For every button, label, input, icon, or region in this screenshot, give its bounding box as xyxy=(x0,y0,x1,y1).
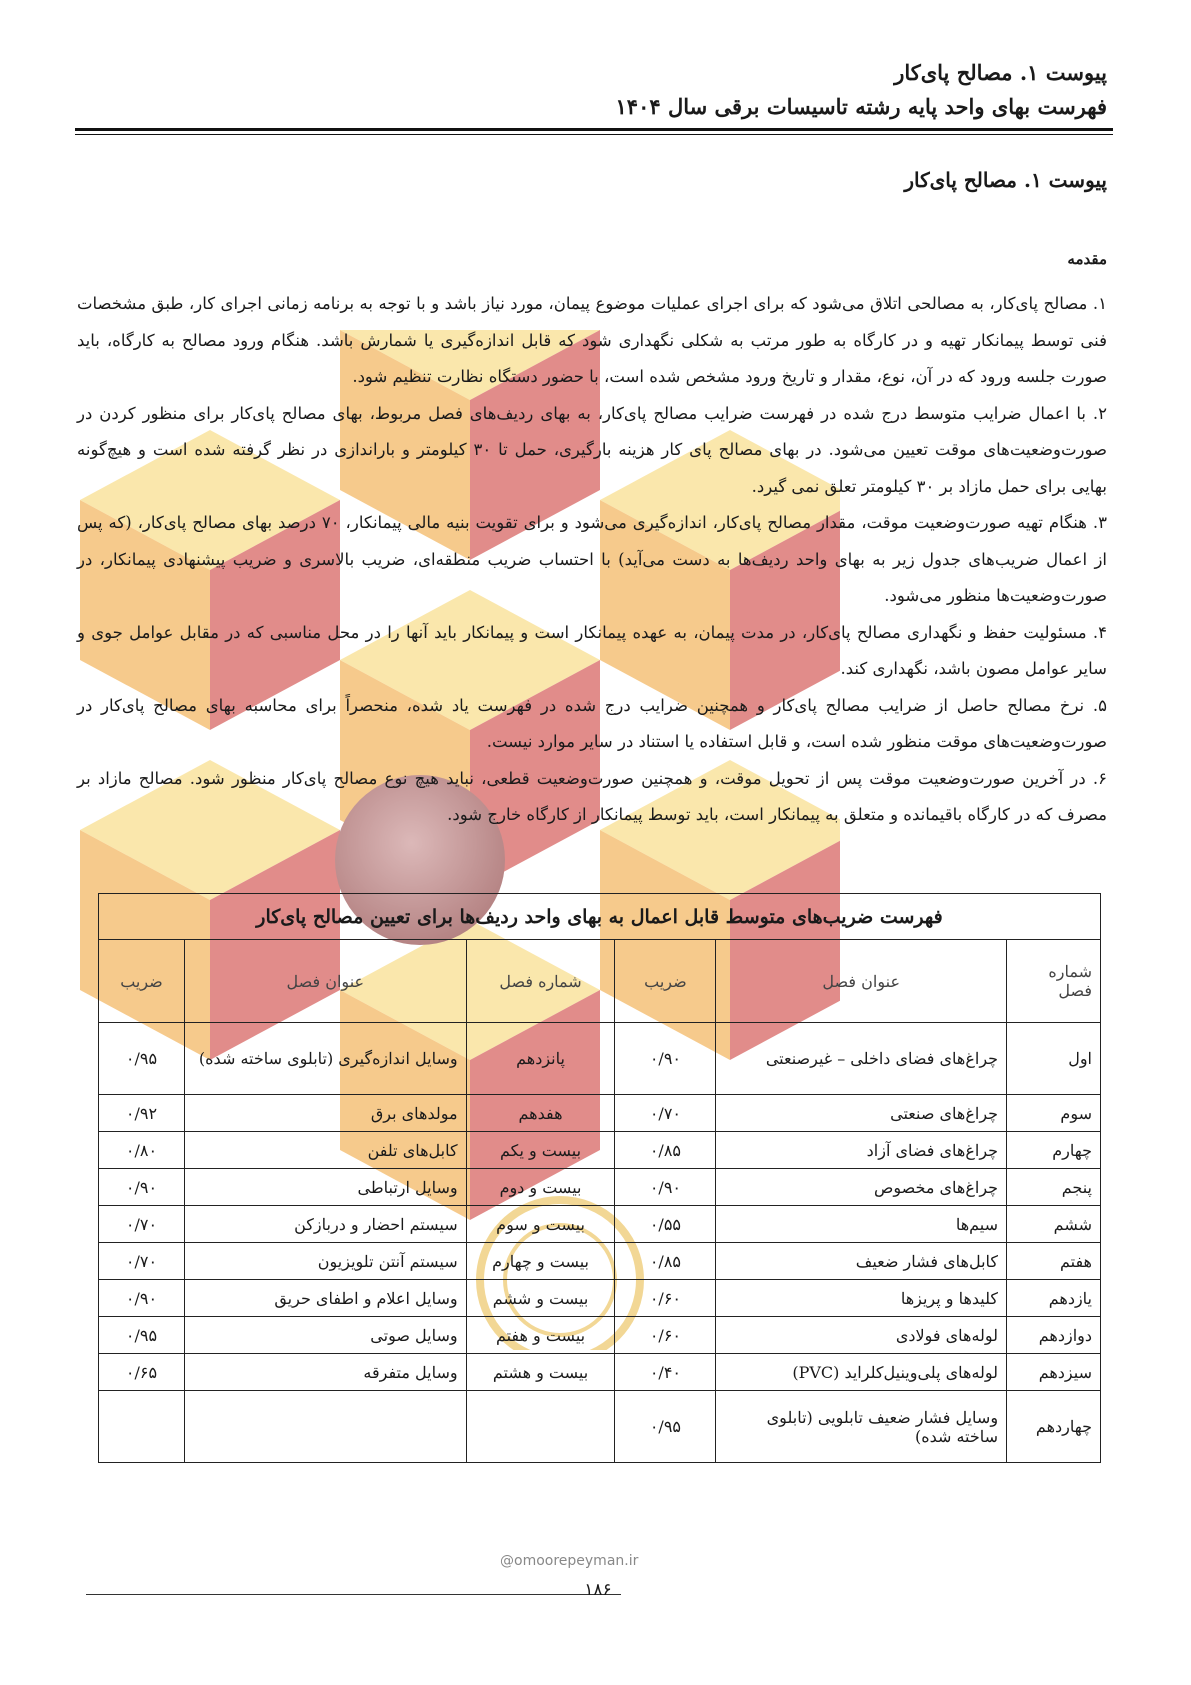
cell-chapter-number: بیست و سوم xyxy=(466,1206,615,1243)
page-number: ۱۸۶ xyxy=(584,1580,612,1600)
cell-chapter-title: سیستم احضار و دربازکن xyxy=(184,1206,466,1243)
cell-chapter-number: یازدهم xyxy=(1007,1280,1101,1317)
paragraph-6: ۶. در آخرین صورت‌وضعیت موقت پس از تحویل موقت، و همچنین صورت‌وضعیت قطعی، نباید هیچ نوع مصالح پای‌کار منظور شود. مصالح مازاد بر مصرف که در کارگاه باقیمانده و متعلق به پیمانکار است، باید توسط پیمانکار از کارگاه خارج شود. xyxy=(77,768,1107,824)
cell-chapter-title: مولدهای برق xyxy=(184,1095,466,1132)
paragraph-4: ۴. مسئولیت حفظ و نگهداری مصالح پای‌کار، در مدت پیمان، به عهده پیمانکار است و پیمانکار باید آنها را در محل مناسبی که در مقابل عوامل جوی و سایر عوامل مصون باشد، نگهداری کند. xyxy=(77,622,1107,678)
cell-chapter-title: لوله‌های پلی‌وینیل‌کلراید (PVC) xyxy=(716,1354,1007,1391)
table-header-row xyxy=(99,940,1101,1023)
table-row xyxy=(99,1391,1101,1463)
cell-chapter-title: وسایل صوتی xyxy=(184,1317,466,1354)
cell-coefficient: ۰/۶۰ xyxy=(615,1317,716,1354)
section-title: پیوست ۱. مصالح پای‌کار xyxy=(904,168,1107,192)
cell-chapter-title xyxy=(184,1391,466,1463)
cell-coefficient: ۰/۹۰ xyxy=(99,1169,185,1206)
running-header-subtitle: فهرست بهای واحد پایه رشته تاسیسات برقی سال ۱۴۰۴ xyxy=(615,94,1107,119)
cell-chapter-number: هفتم xyxy=(1007,1243,1101,1280)
cell-chapter-title: چراغ‌های فضای آزاد xyxy=(716,1132,1007,1169)
cell-chapter-title: کلیدها و پریزها xyxy=(716,1280,1007,1317)
table-row xyxy=(99,1132,1101,1169)
cell-coefficient: ۰/۸۰ xyxy=(99,1132,185,1169)
cell-chapter-title: وسایل اعلام و اطفای حریق xyxy=(184,1280,466,1317)
cell-chapter-title: سیستم آنتن تلویزیون xyxy=(184,1243,466,1280)
cell-coefficient: ۰/۸۵ xyxy=(615,1243,716,1280)
coefficient-table xyxy=(98,893,1101,1463)
cell-coefficient: ۰/۹۰ xyxy=(99,1280,185,1317)
cell-chapter-number: بیست و چهارم xyxy=(466,1243,615,1280)
table-row xyxy=(99,1354,1101,1391)
header-chapter-title: عنوان فصل xyxy=(184,940,466,1023)
cell-chapter-number: اول xyxy=(1007,1023,1101,1095)
cell-chapter-number xyxy=(466,1391,615,1463)
paragraph-3: ۳. هنگام تهیه صورت‌وضعیت موقت، مقدار مصالح پای‌کار، اندازه‌گیری می‌شود و برای تقویت بنیه مالی پیمانکار، ۷۰ درصد بهای مصالح پای‌کار، (که پس از اعمال ضریب‌های جدول زیر به بهای واحد ردیف‌ها به دست می‌آید) با احتساب ضریب منطقه‌ای، ضریب بالاسری و ضریب پیشنهادی پیمانکار، در صورت‌وضعیت‌ها منظور می‌شود. xyxy=(77,513,1107,605)
cell-coefficient: ۰/۷۰ xyxy=(99,1243,185,1280)
cell-chapter-title: چراغ‌های صنعتی xyxy=(716,1095,1007,1132)
cell-chapter-title: چراغ‌های فضای داخلی – غیرصنعتی xyxy=(716,1023,1007,1095)
cell-coefficient: ۰/۹۰ xyxy=(615,1023,716,1095)
header-chapter-title: عنوان فصل xyxy=(716,940,1007,1023)
cell-chapter-number: پانزدهم xyxy=(466,1023,615,1095)
header-coefficient: ضریب xyxy=(99,940,185,1023)
cell-coefficient: ۰/۸۵ xyxy=(615,1132,716,1169)
cell-chapter-number: پنجم xyxy=(1007,1169,1101,1206)
table-row xyxy=(99,1095,1101,1132)
cell-chapter-number: سوم xyxy=(1007,1095,1101,1132)
cell-chapter-title: کابل‌های تلفن xyxy=(184,1132,466,1169)
table-row xyxy=(99,1243,1101,1280)
cell-chapter-title: لوله‌های فولادی xyxy=(716,1317,1007,1354)
paragraph-2: ۲. با اعمال ضرایب متوسط درج شده در فهرست ضرایب مصالح پای‌کار، به بهای ردیف‌های فصل مربوط، بهای مصالح پای‌کار برای منظور کردن در صورت‌وضعیت‌های موقت تعیین می‌شود. در بهای مصالح پای کار هزینه بارگیری، حمل تا ۳۰ کیلومتر و باراندازی در نظر گرفته شده است و هیچ‌گونه بهایی برای حمل مازاد بر ۳۰ کیلومتر تعلق نمی گیرد. xyxy=(77,403,1107,496)
watermark-site: @omoorepeyman.ir xyxy=(500,1553,639,1569)
header-chapter-number: شماره فصل xyxy=(1007,940,1101,1023)
cell-chapter-number: هفدهم xyxy=(466,1095,615,1132)
cell-chapter-title: وسایل ارتباطی xyxy=(184,1169,466,1206)
cell-coefficient: ۰/۹۰ xyxy=(615,1169,716,1206)
cell-chapter-number: بیست و یکم xyxy=(466,1132,615,1169)
table-row xyxy=(99,1280,1101,1317)
cell-coefficient: ۰/۹۵ xyxy=(99,1023,185,1095)
cell-chapter-title: سیم‌ها xyxy=(716,1206,1007,1243)
cell-coefficient: ۰/۶۵ xyxy=(99,1354,185,1391)
cell-chapter-number: سیزدهم xyxy=(1007,1354,1101,1391)
cell-chapter-number: بیست و ششم xyxy=(466,1280,615,1317)
table-row xyxy=(99,1206,1101,1243)
cell-coefficient: ۰/۹۵ xyxy=(615,1391,716,1463)
table-row xyxy=(99,1023,1101,1095)
cell-chapter-title: کابل‌های فشار ضعیف xyxy=(716,1243,1007,1280)
paragraph-5: ۵. نرخ مصالح حاصل از ضرایب مصالح پای‌کار و همچنین ضرایب درج شده در فهرست یاد شده، منحصراً برای محاسبه بهای مصالح پای‌کار در صورت‌وضعیت‌های موقت منظور شده است، و قابل استفاده یا استناد در سایر موارد نیست. xyxy=(77,695,1107,751)
cell-coefficient: ۰/۶۰ xyxy=(615,1280,716,1317)
cell-chapter-number: دوازدهم xyxy=(1007,1317,1101,1354)
header-divider-thick xyxy=(75,128,1113,131)
paragraph-1: ۱. مصالح پای‌کار، به مصالحی اتلاق می‌شود که برای اجرای عملیات موضوع پیمان، مورد نیاز باشد و با توجه به برنامه زمانی اجرای کار، طبق مشخصات فنی توسط پیمانکار تهیه و در کارگاه به طور مرتب به شکلی نگهداری شود که قابل اندازه‌گیری یا شمارش باشد. هنگام ورود مصالح به کارگاه، باید صورت جلسه ورود که در آن، نوع، مقدار و تاریخ ورود مشخص شده است، با حضور دستگاه نظارت تنظیم شود. xyxy=(77,294,1107,386)
cell-coefficient: ۰/۹۲ xyxy=(99,1095,185,1132)
cell-chapter-number: بیست و دوم xyxy=(466,1169,615,1206)
cell-coefficient: ۰/۷۰ xyxy=(99,1206,185,1243)
table-title: فهرست ضریب‌های متوسط قابل اعمال به بهای واحد ردیف‌ها برای تعیین مصالح پای‌کار xyxy=(99,894,1101,940)
cell-coefficient: ۰/۹۵ xyxy=(99,1317,185,1354)
cell-chapter-number: چهارم xyxy=(1007,1132,1101,1169)
table-row xyxy=(99,1169,1101,1206)
table-row xyxy=(99,1317,1101,1354)
cell-chapter-number: بیست و هفتم xyxy=(466,1317,615,1354)
cell-coefficient: ۰/۵۵ xyxy=(615,1206,716,1243)
header-chapter-number: شماره فصل xyxy=(466,940,615,1023)
header-coefficient: ضریب xyxy=(615,940,716,1023)
cell-coefficient xyxy=(99,1391,185,1463)
cell-coefficient: ۰/۷۰ xyxy=(615,1095,716,1132)
running-header-title: پیوست ۱. مصالح پای‌کار xyxy=(894,60,1107,85)
intro-heading: مقدمه xyxy=(1067,250,1107,268)
body-text xyxy=(77,286,1107,834)
cell-chapter-title: وسایل متفرقه xyxy=(184,1354,466,1391)
cell-chapter-number: بیست و هشتم xyxy=(466,1354,615,1391)
cell-coefficient: ۰/۴۰ xyxy=(615,1354,716,1391)
header-divider-thin xyxy=(75,134,1113,135)
table-title-row xyxy=(99,894,1101,940)
cell-chapter-title: چراغ‌های مخصوص xyxy=(716,1169,1007,1206)
cell-chapter-title: وسایل فشار ضعیف تابلویی (تابلوی ساخته شده) xyxy=(716,1391,1007,1463)
cell-chapter-number: ششم xyxy=(1007,1206,1101,1243)
footer-divider-left xyxy=(86,1594,566,1595)
cell-chapter-number: چهاردهم xyxy=(1007,1391,1101,1463)
cell-chapter-title: وسایل اندازه‌گیری (تابلوی ساخته شده) xyxy=(184,1023,466,1095)
